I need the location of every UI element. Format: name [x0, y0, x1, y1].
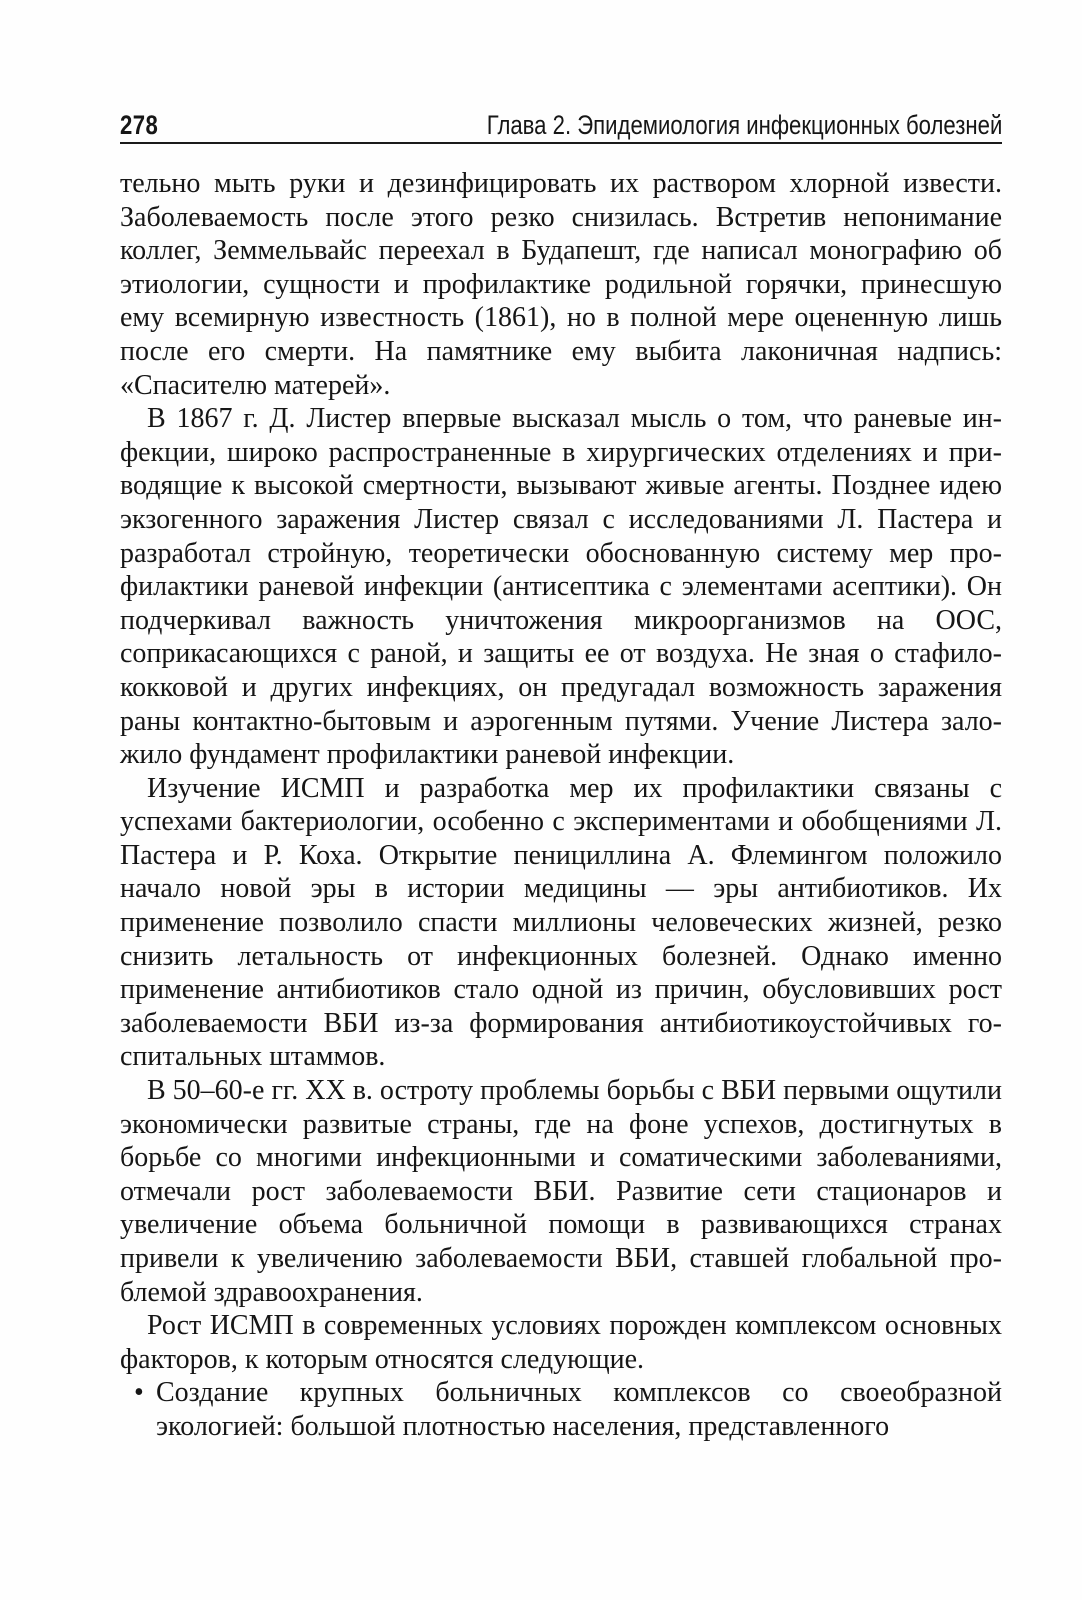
running-header: [120, 102, 1002, 142]
chapter-title: Глава 2. Эпидемиология инфекционных болезней: [486, 110, 1003, 140]
paragraph-5: Рост ИСМП в современных условиях порожден комплексом основных факторов, к которым относятся следующие.: [120, 1310, 1002, 1375]
bullet-text: Создание крупных больничных комплексов со своеобразной экологией: большой плотностью населения, представленного: [156, 1377, 1002, 1442]
paragraph-4: В 50–60-е гг. XX в. остроту проблемы борьбы с ВБИ первыми ощутили экономически развитые страны, где на фоне успехов, достигнутых в борьбе со многими инфекционными и соматическими заболеваниями, отмечали рост заболеваемости ВБИ. Развитие сети стационаров и увеличение объема больничной помощи в развивающихся странах привели к увеличению заболеваемости ВБИ, ставшей глобальной проблемой здравоохранения.: [120, 1075, 1002, 1308]
paragraph-2: В 1867 г. Д. Листер впервые высказал мысль о том, что раневые инфекции, широко распространенные в хирургических отделениях и приводящие к высокой смертности, вызывают живые агенты. Позднее идею экзогенного заражения Листер связал с исследованиями Л. Пастера и разработал стройную, теоретически обоснованную систему мер профилактики раневой инфекции (антисептика с элементами асептики). Он подчеркивал важность уничтожения микроорганизмов на ООС, соприкасающихся с раной, и защиты ее от воздуха. Не зная о стафилококковой и других инфекциях, он предугадал возможность заражения раны контактно-бытовым и аэрогенным путями. Учение Листера заложило фундамент профилактики раневой инфекции.: [120, 403, 1002, 771]
bullet-item: [120, 1376, 1002, 1443]
page-number: 278: [120, 110, 159, 140]
paragraph-1: тельно мыть руки и дезинфицировать их раствором хлорной извести. Заболеваемость после этого резко снизилась. Встретив непонимание коллег, Земмельвайс переехал в Будапешт, где написал монографию об этиологии, сущности и профилактике родильной горячки, принесшую ему всемирную известность (1861), но в полной мере оцененную лишь после его смерти. На памятнике ему выбита лаконичная надпись: «Спасителю матерей».: [120, 168, 1002, 401]
body-text: [120, 167, 1002, 1444]
paragraph-3: Изучение ИСМП и разработка мер их профилактики связаны с успехами бактериологии, особенно с экспериментами и обобщениями Л. Пастера и Р. Коха. Открытие пенициллина А. Флемингом положило начало новой эры в истории медицины — эры антибиотиков. Их применение позволило спасти миллионы человеческих жизней, резко снизить летальность от инфекционных болезней. Однако именно применение антибиотиков стало одной из причин, обусловивших рост заболеваемости ВБИ из-за формирования антибиотикоустойчивых госпитальных штаммов.: [120, 772, 1002, 1073]
header-rule: [120, 142, 1002, 144]
bullet-marker: •: [134, 1377, 144, 1409]
